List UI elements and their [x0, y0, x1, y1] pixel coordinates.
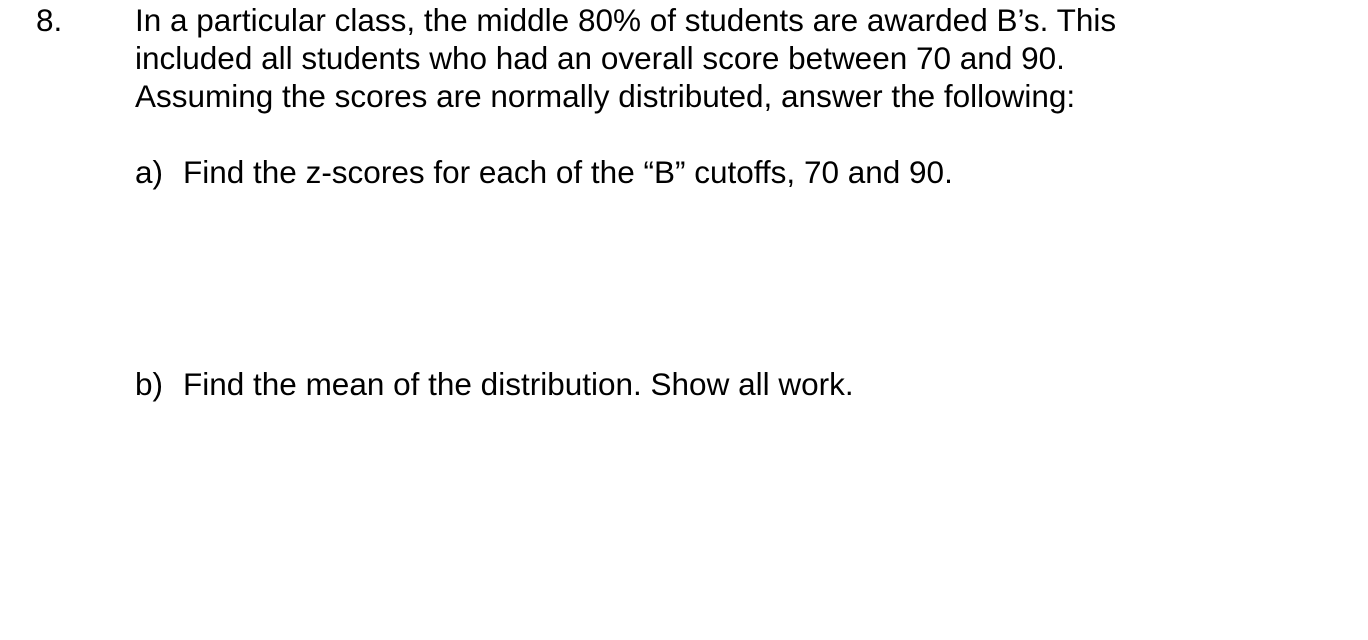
stem-line: In a particular class, the middle 80% of students are awarded B’s. This [135, 2, 1117, 38]
question-number: 8. [36, 2, 63, 38]
question-stem [135, 1, 1335, 115]
part-a [135, 153, 953, 191]
part-b-label: b) [135, 366, 164, 402]
part-a-text: Find the z-scores for each of the “B” cutoffs, 70 and 90. [183, 154, 953, 190]
part-b-text: Find the mean of the distribution. Show all work. [183, 366, 854, 402]
stem-line: Assuming the scores are normally distributed, answer the following: [135, 78, 1076, 114]
part-a-label: a) [135, 154, 164, 190]
stem-line: included all students who had an overall score between 70 and 90. [135, 40, 1065, 76]
part-b [135, 365, 854, 403]
